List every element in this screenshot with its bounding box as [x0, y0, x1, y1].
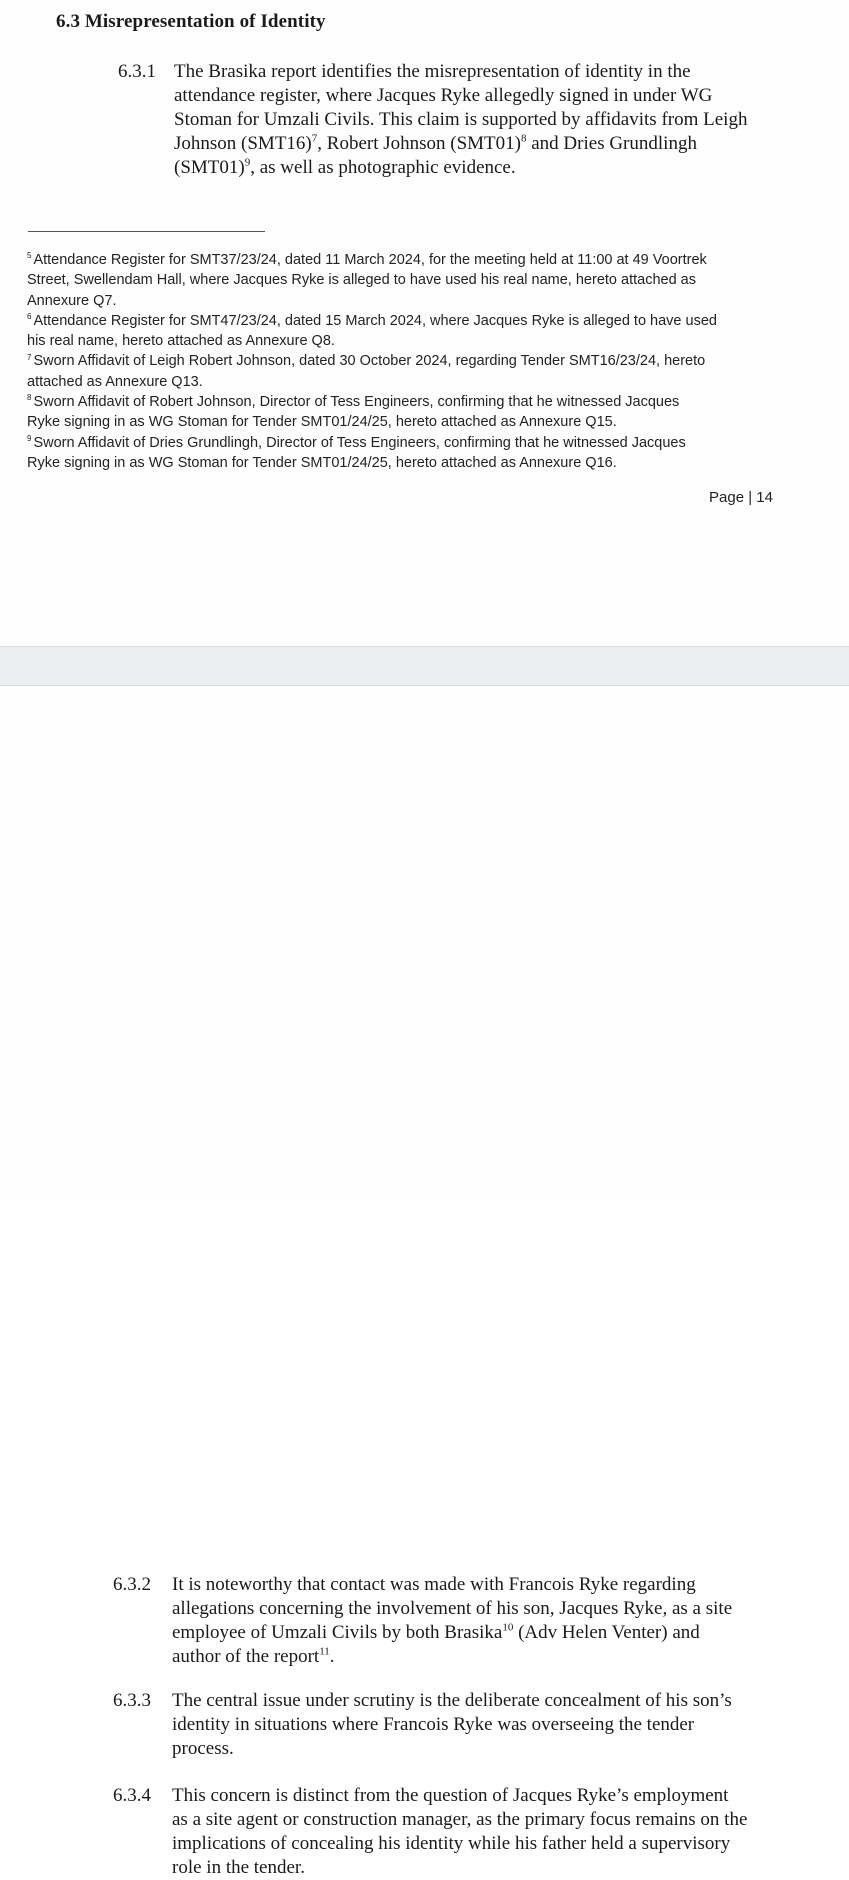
section-heading: 6.3 Misrepresentation of Identity — [56, 11, 326, 32]
footnote-text: Attendance Register for SMT47/23/24, dated 15 March 2024, where Jacques Ryke is alleged to have used — [33, 312, 717, 329]
footnote-line — [27, 311, 787, 331]
paragraph-text — [172, 1784, 769, 1880]
footnote-line — [27, 392, 787, 412]
footnote-ref-8[interactable]: 8 — [521, 132, 527, 145]
footnote-line: attached as Annexure Q13. — [27, 373, 203, 390]
paragraph-line: as a site agent or construction manager, as the primary focus remains on the — [172, 1809, 748, 1830]
footnote-mark: 8 — [27, 393, 32, 403]
text-run: , as well as photographic evidence. — [250, 157, 516, 178]
page-separator — [0, 646, 849, 686]
footnote-ref-10[interactable]: 10 — [502, 1621, 514, 1634]
text-run: Johnson (SMT16) — [174, 133, 312, 154]
footnote-text: Sworn Affidavit of Dries Grundlingh, Director of Tess Engineers, confirming that he witnessed Jacques — [33, 434, 686, 451]
paragraph-6-3-4 — [113, 1784, 769, 1880]
footnote-text: Sworn Affidavit of Leigh Robert Johnson, dated 30 October 2024, regarding Tender SMT16/23/24, hereto — [33, 353, 706, 370]
footnote-line: his real name, hereto attached as Annexure Q8. — [27, 333, 335, 350]
paragraph-line: allegations concerning the involvement of his son, Jacques Ryke, as a site — [172, 1598, 733, 1619]
paragraph-text — [174, 60, 774, 180]
footnote-ref-11[interactable]: 11 — [319, 1645, 330, 1658]
paragraph-line: attendance register, where Jacques Ryke allegedly signed in under WG — [174, 85, 713, 106]
text-run: (Adv Helen Venter) and — [513, 1622, 700, 1643]
paragraph-line: implications of concealing his identity while his father held a supervisory — [172, 1833, 731, 1854]
footnote-ref-7[interactable]: 7 — [311, 132, 318, 145]
paragraph-number: 6.3.4 — [113, 1785, 151, 1806]
footnote-separator — [28, 231, 265, 232]
paragraph-line: role in the tender. — [172, 1857, 305, 1878]
footnote-text: Sworn Affidavit of Robert Johnson, Director of Tess Engineers, confirming that he witnessed Jacques — [33, 394, 680, 411]
paragraph-number: 6.3.2 — [113, 1574, 151, 1595]
paragraph-line: The Brasika report identifies the misrepresentation of identity in the — [174, 61, 691, 82]
footnote-line — [27, 351, 787, 371]
paragraph-text — [172, 1573, 769, 1669]
footnote-line — [27, 250, 787, 270]
paragraph-6-3-2 — [113, 1573, 769, 1669]
text-run: , Robert Johnson (SMT01) — [317, 133, 521, 154]
text-run: . — [329, 1646, 335, 1667]
paragraph-line: identity in situations where Francois Ryke was overseeing the tender — [172, 1714, 695, 1735]
footnote-mark: 5 — [27, 251, 32, 261]
paragraph-line — [172, 1621, 769, 1645]
page-number: Page | 14 — [709, 489, 773, 506]
footnote-mark: 9 — [27, 433, 32, 443]
text-run: (SMT01) — [174, 157, 245, 178]
footnote-mark: 7 — [27, 352, 32, 362]
paragraph-line: Stoman for Umzali Civils. This claim is supported by affidavits from Leigh — [174, 109, 748, 130]
footnote-line: Street, Swellendam Hall, where Jacques Ryke is alleged to have used his real name, hereto attached as — [27, 272, 696, 289]
paragraph-line: It is noteworthy that contact was made with Francois Ryke regarding — [172, 1574, 696, 1595]
text-run: employee of Umzali Civils by both Brasika — [172, 1622, 503, 1643]
paragraph-line: This concern is distinct from the question of Jacques Ryke’s employment — [172, 1785, 729, 1806]
paragraph-line — [174, 156, 774, 180]
paragraph-6-3-3 — [113, 1689, 769, 1761]
footnote-ref-9[interactable]: 9 — [244, 156, 251, 169]
footnote-text: Attendance Register for SMT37/23/24, dated 11 March 2024, for the meeting held at 11:00 at 49 Voortrek — [33, 252, 707, 268]
footnote-line: Annexure Q7. — [27, 292, 117, 309]
document-page-top — [0, 0, 849, 646]
footnote-line: Ryke signing in as WG Stoman for Tender SMT01/24/25, hereto attached as Annexure Q16. — [27, 454, 617, 471]
footnote-mark: 6 — [27, 312, 32, 322]
text-run: author of the report — [172, 1646, 320, 1667]
paragraph-line — [172, 1645, 769, 1669]
paragraph-line: The central issue under scrutiny is the deliberate concealment of his son’s — [172, 1690, 732, 1711]
text-run: and Dries Grundlingh — [526, 133, 697, 154]
paragraph-text — [172, 1689, 769, 1761]
paragraph-line — [174, 132, 774, 156]
paragraph-6-3-1 — [118, 60, 774, 180]
paragraph-line: process. — [172, 1738, 234, 1759]
document-page-bottom — [0, 686, 849, 1878]
paragraph-number: 6.3.1 — [118, 61, 156, 82]
paragraph-number: 6.3.3 — [113, 1690, 151, 1711]
footnote-line — [27, 433, 787, 453]
footnotes — [27, 250, 787, 473]
footnote-line: Ryke signing in as WG Stoman for Tender SMT01/24/25, hereto attached as Annexure Q15. — [27, 414, 617, 431]
